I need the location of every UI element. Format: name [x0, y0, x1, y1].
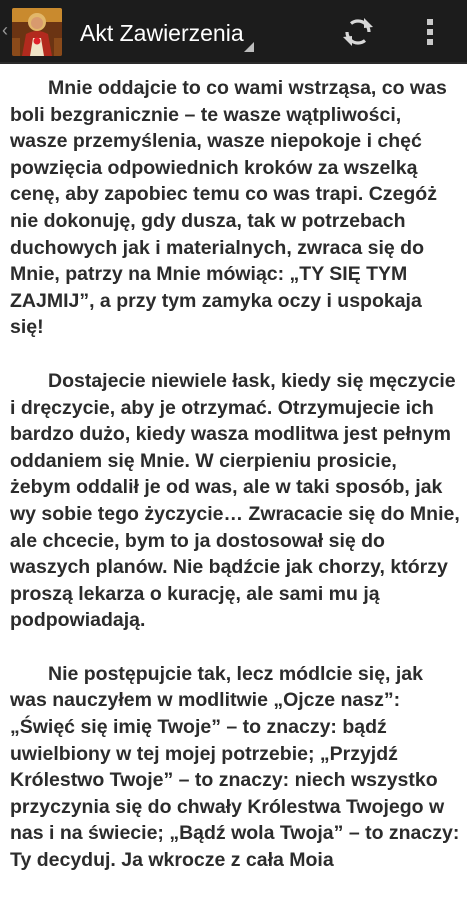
refresh-icon	[342, 16, 374, 48]
paragraph: Mnie oddajcie to co wami wstrząsa, co was boli bezgranicznie – te wasze wątpliwości, wasze przemyślenia, wasze niepokoje i chęć powzięcia odpowiednich kroków za wszelką cenę, aby zapobiec temu co was trapi. Czegóż nie dokonuję, gdy dusza, tak w potrzebach duchowych jak i materialnych, zwraca się do Mnie, patrzy na Mnie mówiąc: „TY SIĘ TYM ZAJMIJ”, a przy tym zamyka oczy i uspokaja się!	[10, 77, 447, 339]
action-bar	[0, 0, 467, 64]
text-content	[10, 66, 460, 901]
app-title: Akt Zawierzenia	[80, 20, 244, 46]
overflow-menu-button[interactable]	[408, 10, 452, 54]
chevron-left-icon[interactable]: ‹	[2, 20, 8, 40]
overflow-menu-icon	[425, 17, 435, 47]
paragraph: Dostajecie niewiele łask, kiedy się męczycie i dręczycie, aby je otrzymać. Otrzymujecie ich bardzo dużo, kiedy wasza modlitwa jest pełnym oddaniem się Mnie. W cierpieniu prosicie, żebym oddalił je od was, ale w taki sposób, jak wy sobie tego życzycie… Zwracacie się do Mnie, ale chcecie, bym to ja dostosował się do waszych planów. Nie bądźcie jak chorzy, którzy proszą lekarza o kurację, ale sami mu ją podpowiadają.	[10, 369, 460, 632]
dropdown-indicator-icon	[244, 42, 254, 52]
sacred-heart-image-icon[interactable]	[12, 8, 62, 56]
title-spinner[interactable]	[80, 0, 280, 64]
paragraph: Nie postępujcie tak, lecz módlcie się, jak was nauczyłem w modlitwie „Ojcze nasz”: „Święć się imię Twoje” – to znaczy: bądź uwielbiony w tej mojej potrzebie; „Przyjdź Królestwo Twoje” – to znaczy: niech wszystko przyczynia się do chwały Królestwa Twojego w nas i na świecie; „Bądź wola Twoja” – to znaczy: Ty decyduj. Ja wkrocze z cała Moia	[10, 662, 460, 872]
refresh-button[interactable]	[330, 10, 386, 54]
